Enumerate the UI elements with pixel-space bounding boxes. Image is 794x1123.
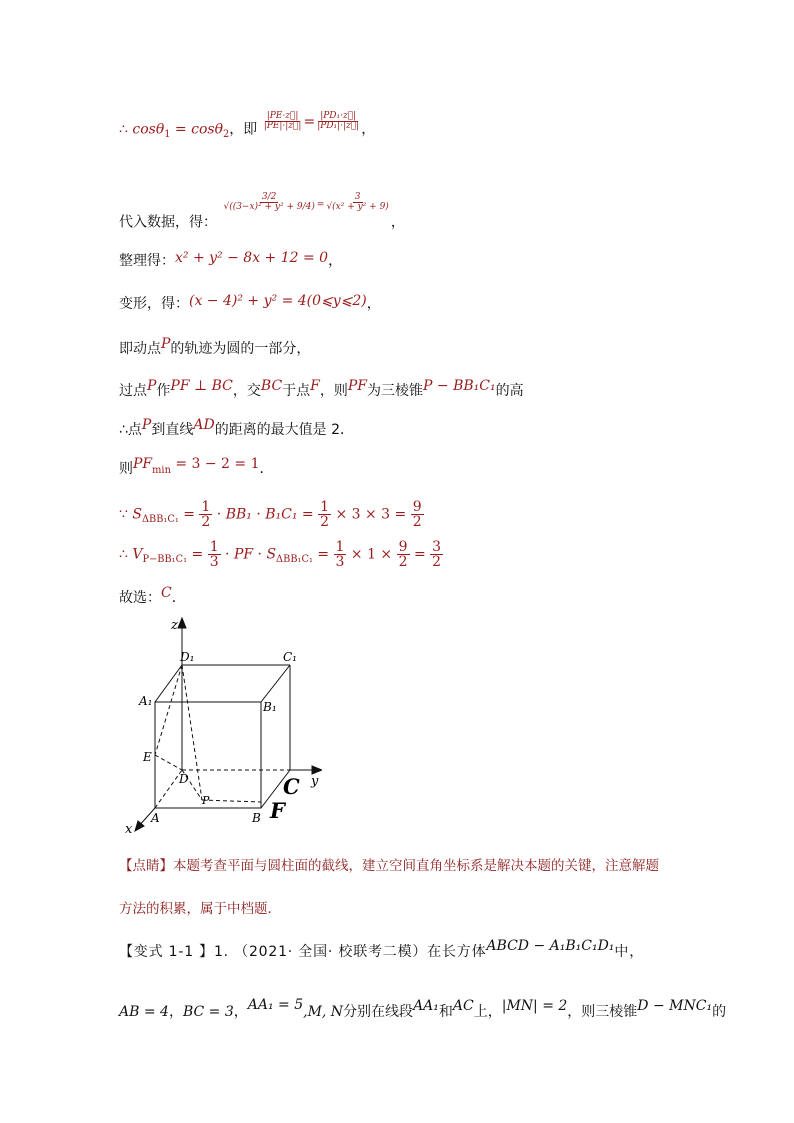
label-a1: A₁ bbox=[139, 694, 153, 708]
line-max-distance: ∴点P到直线AD的距离的最大值是 2． bbox=[119, 417, 355, 438]
line-volume-v: ∴ $V_{P-BB_1C_1}$ = $\frac{1}{3}$ · PF · $S_{\Delta BB_1C_1}$ = $\frac{1}{3}$ × 1 × $\frac{9}{2}$ = $\frac{3}{2}$ bbox=[119, 539, 442, 570]
y-axis-arrow bbox=[312, 766, 322, 774]
fraction-left: $\frac{3/2}{\text{√((3−x)² + y² + 9/4)}}$ bbox=[223, 192, 315, 212]
label-d1: D₁ bbox=[180, 650, 195, 664]
fraction-pe: $\frac{|PE\cdot z⃗|}{|PE|\cdot|z⃗|}$ bbox=[263, 111, 302, 131]
fraction-right: $\frac{3}{\text{√(x² + y² + 9)}}$ bbox=[326, 192, 389, 212]
segment-e-d bbox=[155, 755, 182, 770]
line-perpendicular: 过点P作PF ⊥ BC，交BC于点F，则PF为三棱锥P − BB₁C₁的高 bbox=[119, 378, 524, 399]
label-x: x bbox=[125, 822, 133, 835]
line-locus: 即动点P的轨迹为圆的一部分， bbox=[119, 336, 311, 357]
label-e: E bbox=[143, 750, 152, 764]
label-c1: C₁ bbox=[283, 650, 297, 664]
segment-d1-e bbox=[155, 665, 182, 755]
variant-line-1: 【变式 1-1 】1. （2021· 全国· 校联考二模）在长方体ABCD − A₁B₁C₁D₁中， bbox=[119, 938, 645, 960]
label-p: P bbox=[202, 794, 210, 807]
label-a: A bbox=[151, 811, 160, 825]
therefore-symbol: ∴ bbox=[119, 121, 133, 138]
note-line-1: 【点睛】本题考查平面与圆柱面的截线，建立空间直角坐标系是解决本题的关键，注意解题 bbox=[119, 858, 659, 874]
note-line-2: 方法的积累，属于中档题． bbox=[119, 901, 281, 917]
edge-b1-c1 bbox=[261, 665, 290, 702]
variant-line-2: AB = 4，BC = 3，AA₁ = 5,M, N分别在线段AA₁和AC上，|MN| = 2，则三棱锥D − MNC₁的 bbox=[119, 997, 727, 1020]
label-b: B bbox=[252, 811, 261, 825]
segment-p-f bbox=[202, 800, 261, 802]
front-face bbox=[155, 702, 261, 808]
edge-a1-d1 bbox=[155, 665, 182, 702]
label-c: C bbox=[283, 774, 300, 799]
line-substitute: 代入数据，得： $\frac{3/2}{\text{√((3−x)² + y² + 9/4)}}$ = $\frac{3}{\text{√(x² + y² + 9)}}$ ， bbox=[119, 192, 405, 231]
label-d: D bbox=[179, 772, 189, 786]
label-f: F bbox=[270, 798, 285, 823]
x-axis-arrow bbox=[135, 821, 144, 831]
line-transform: 变形，得：(x − 4)² + y² = 4(0⩽y⩽2)， bbox=[119, 293, 381, 312]
line-simplify: 整理得：x² + y² − 8x + 12 = 0， bbox=[119, 250, 343, 269]
fraction-pd1: $\frac{\text{|PD₁·z⃗|}}{\text{|PD₁|·|z⃗|}}$ bbox=[317, 111, 360, 131]
line-cos-equal: ∴ cosθ$_1$ = cosθ$_2$，即 $\frac{|PE\cdot z⃗|}{|PE|\cdot|z⃗|}$ = $\frac{\text{|PD₁·z⃗|}}{\text{|PD₁|·|z⃗|}}$ ， bbox=[119, 111, 376, 140]
cuboid-figure bbox=[122, 615, 322, 835]
line-area-s: ∵ $S_{\Delta BB_1C_1}$ = $\frac{1}{2}$ · BB₁ · B₁C₁ = $\frac{1}{2}$ × 3 × 3 = $\frac{9}{2}$ bbox=[119, 499, 422, 530]
label-b1: B₁ bbox=[263, 700, 277, 714]
line-pf-min: 则$PF_{min} = 3 - 2 = 1$． bbox=[119, 456, 274, 477]
label-y: y bbox=[311, 774, 319, 789]
edge-a-d bbox=[155, 770, 182, 808]
line-answer: 故选：C． bbox=[119, 585, 186, 606]
label-z: z bbox=[171, 618, 178, 633]
z-axis-arrow bbox=[178, 618, 186, 628]
note-tag: 【点睛】 bbox=[119, 858, 173, 874]
